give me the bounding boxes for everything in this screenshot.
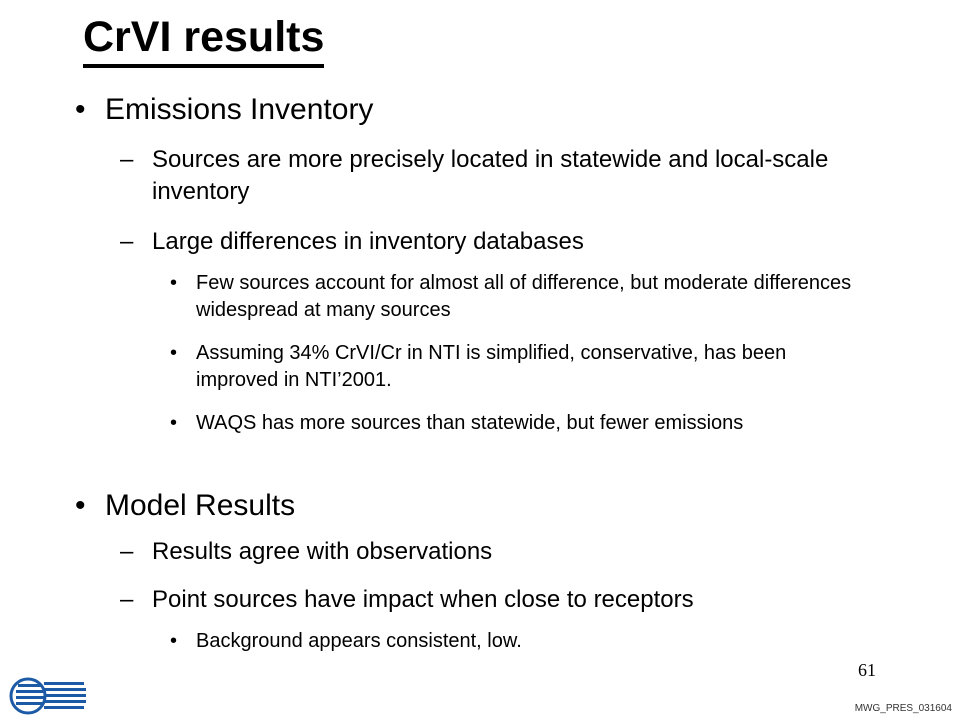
subbullet-text: Large differences in inventory databases — [152, 228, 584, 255]
page-number: 61 — [858, 660, 876, 680]
subbullet-results-agree — [120, 536, 882, 568]
document-code: MWG_PRES_031604 — [854, 703, 952, 714]
dash-marker: – — [120, 228, 134, 255]
bullet-marker: • — [170, 630, 178, 652]
section-heading: Emissions Inventory — [105, 93, 374, 126]
detail-text: WAQS has more sources than statewide, but fewer emissions — [196, 412, 744, 434]
detail-few-sources — [170, 270, 856, 324]
section-heading: Model Results — [105, 489, 296, 522]
bullet-marker: • — [170, 272, 178, 294]
subbullet-sources-located — [120, 144, 882, 208]
subbullet-large-differences — [120, 226, 882, 258]
bullet-marker: • — [170, 412, 178, 434]
dash-marker: – — [120, 586, 134, 613]
detail-text: Background appears consistent, low. — [196, 630, 522, 652]
bullet-marker: • — [170, 342, 178, 364]
detail-text: Few sources account for almost all of difference, but moderate differences widespread at many sources — [196, 272, 852, 321]
subbullet-text: Sources are more precisely located in statewide and local-scale inventory — [152, 146, 829, 205]
detail-waqs — [170, 410, 856, 437]
subbullet-point-sources — [120, 584, 882, 616]
bullet-model-results — [75, 488, 905, 524]
slide-title: CrVI results — [83, 12, 324, 68]
dash-marker: – — [120, 146, 134, 173]
bullet-marker: • — [75, 489, 86, 522]
subbullet-text: Point sources have impact when close to receptors — [152, 586, 694, 613]
bullet-emissions-inventory — [75, 92, 905, 128]
detail-text: Assuming 34% CrVI/Cr in NTI is simplified, conservative, has been improved in NTI’2001. — [196, 342, 787, 391]
bullet-marker: • — [75, 93, 86, 126]
detail-background — [170, 628, 856, 655]
organization-logo-icon — [8, 676, 88, 716]
subbullet-text: Results agree with observations — [152, 538, 493, 565]
dash-marker: – — [120, 538, 134, 565]
detail-assuming-34 — [170, 340, 856, 394]
